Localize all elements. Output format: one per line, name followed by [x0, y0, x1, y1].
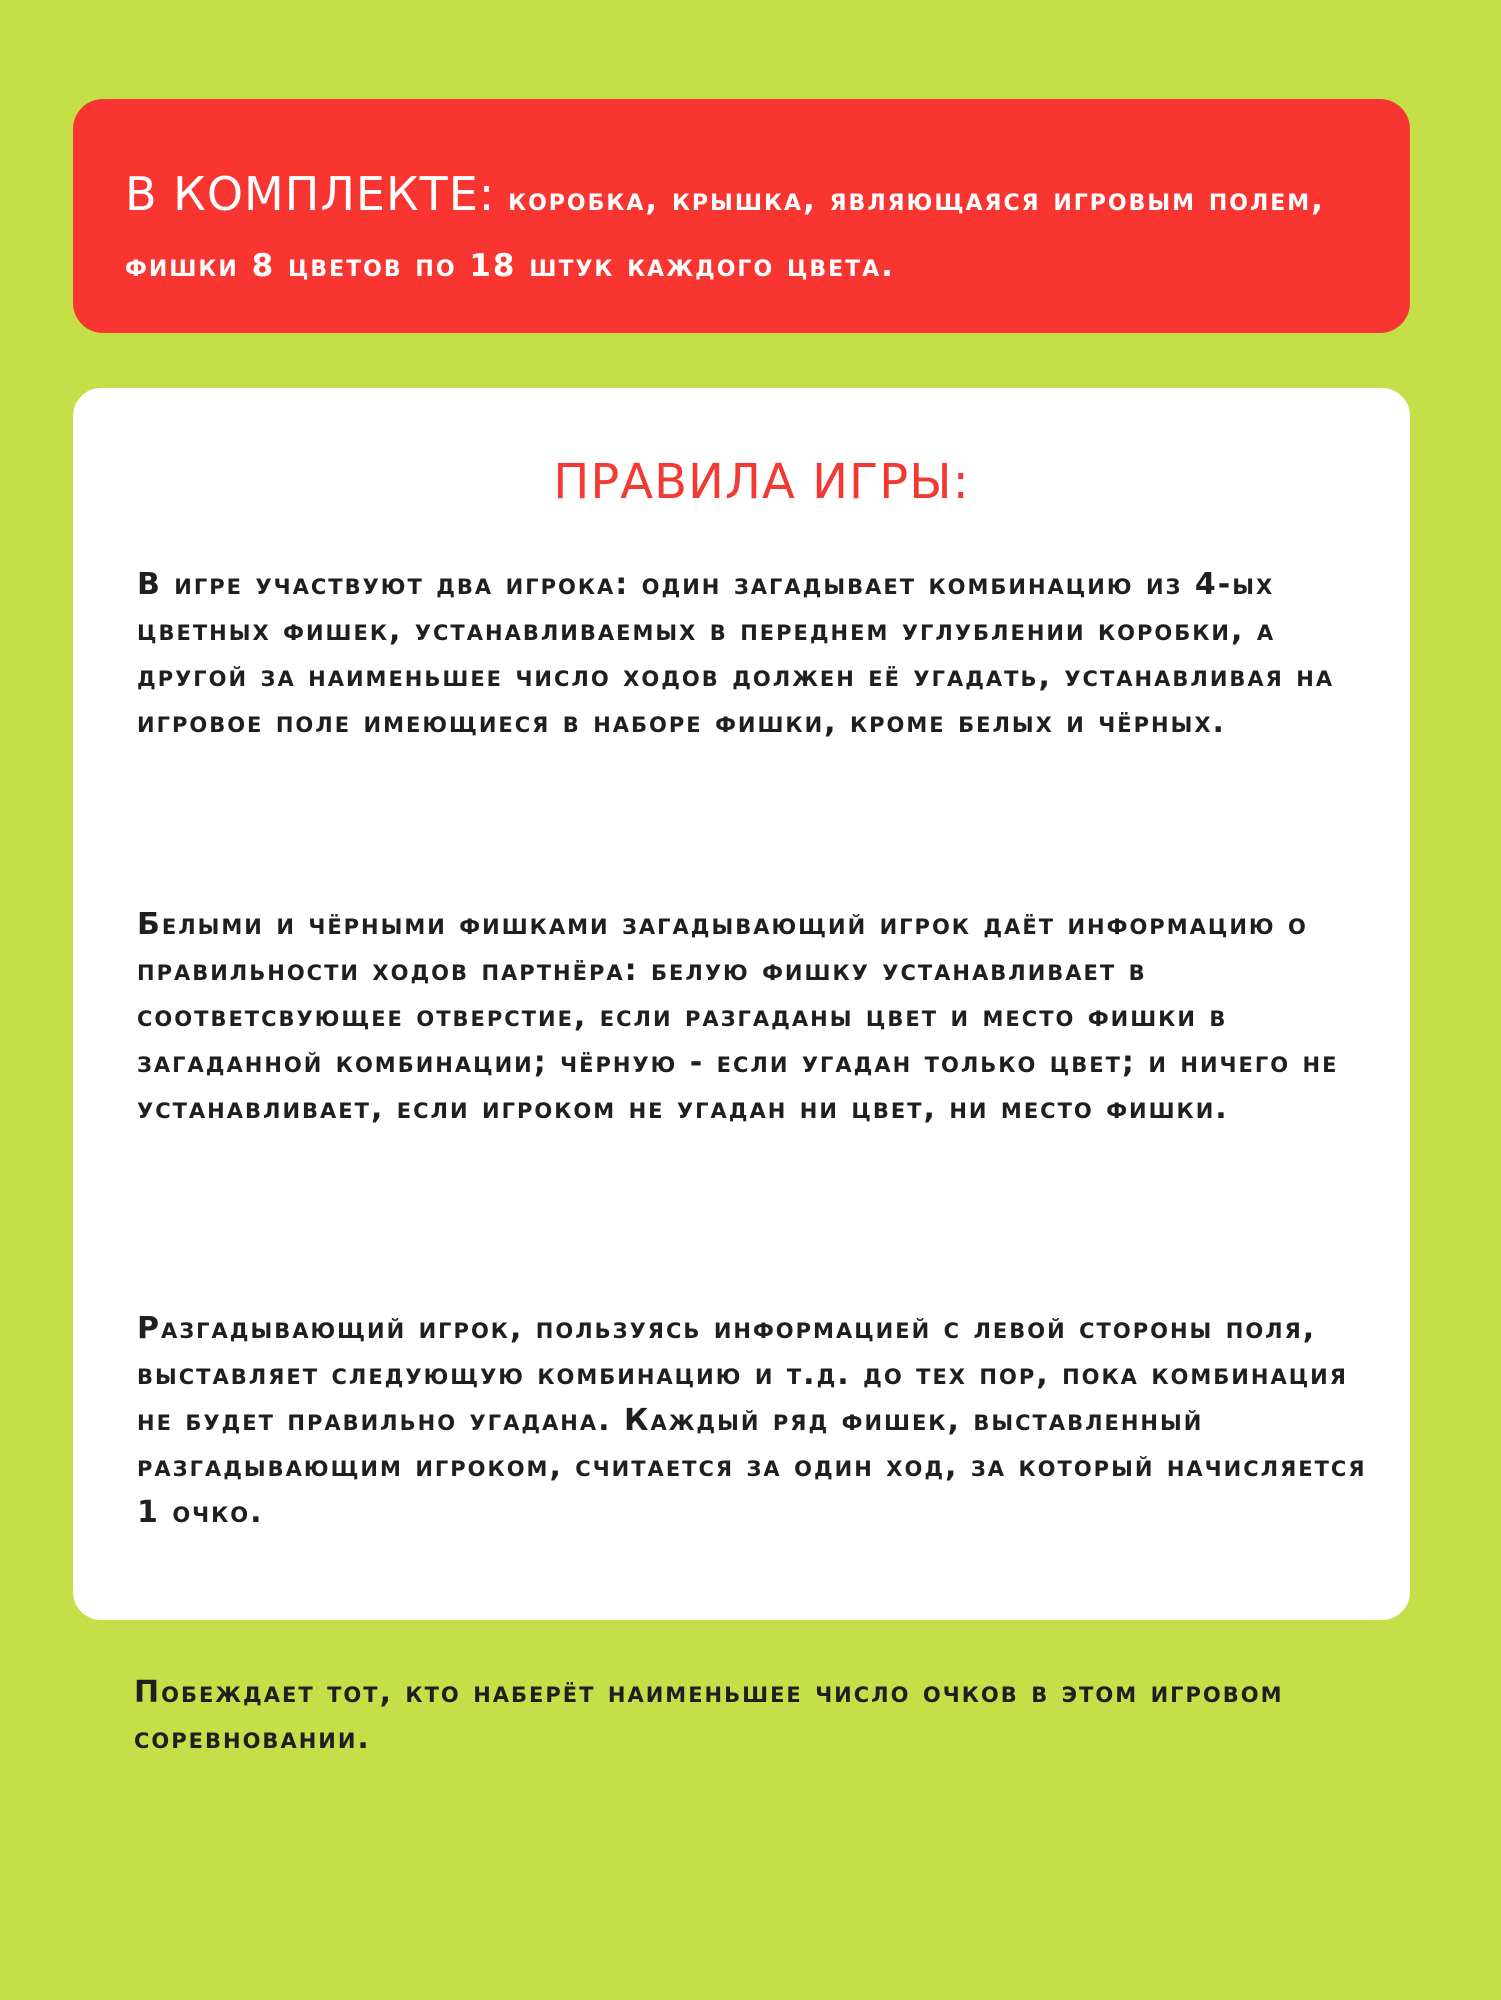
kit-contents-box [73, 99, 1410, 333]
rules-paragraph-3: Разгадывающий игрок, пользуясь информацией с левой стороны поля, выставляет следующую комбинацию и т.д. до тех пор, пока комбинация не будет правильно угадана. Каждый ряд фишек, выставленный разгадывающим игроком, считается за один ход, за который начисляется 1 очко. [137, 1311, 1367, 1530]
rules-paragraph-2: Белыми и чёрными фишками загадывающий игрок даёт информацию о правильности ходов партнёра: белую фишку устанавливает в соответсвующее отверстие, если разгаданы цвет и место фишки в загаданной комбинации; чёрную - если угадан только цвет; и ничего не устанавливает, если игроком не угадан ни цвет, ни место фишки. [137, 907, 1339, 1126]
kit-contents-text [125, 161, 1354, 299]
kit-contents-description: коробка, крышка, являющаяся игровым полем, фишки 8 цветов по 18 штук каждого цвета. [125, 182, 1325, 284]
rules-card [73, 388, 1410, 1620]
rules-title: ПРАВИЛА ИГРЫ: [553, 454, 970, 510]
winner-rule-text: Побеждает тот, кто наберёт наименьшее число очков в этом игровом соревновании. [134, 1675, 1284, 1756]
rules-paragraph-1: В игре участвуют два игрока: один загадывает комбинацию из 4-ых цветных фишек, устанавливаемых в переднем углублении коробки, а другой за наименьшее число ходов должен её угадать, устанавливая на игровое поле имеющиеся в наборе фишки, кроме белых и чёрных. [137, 567, 1335, 740]
kit-contents-label: В КОМПЛЕКТЕ: [125, 167, 496, 221]
